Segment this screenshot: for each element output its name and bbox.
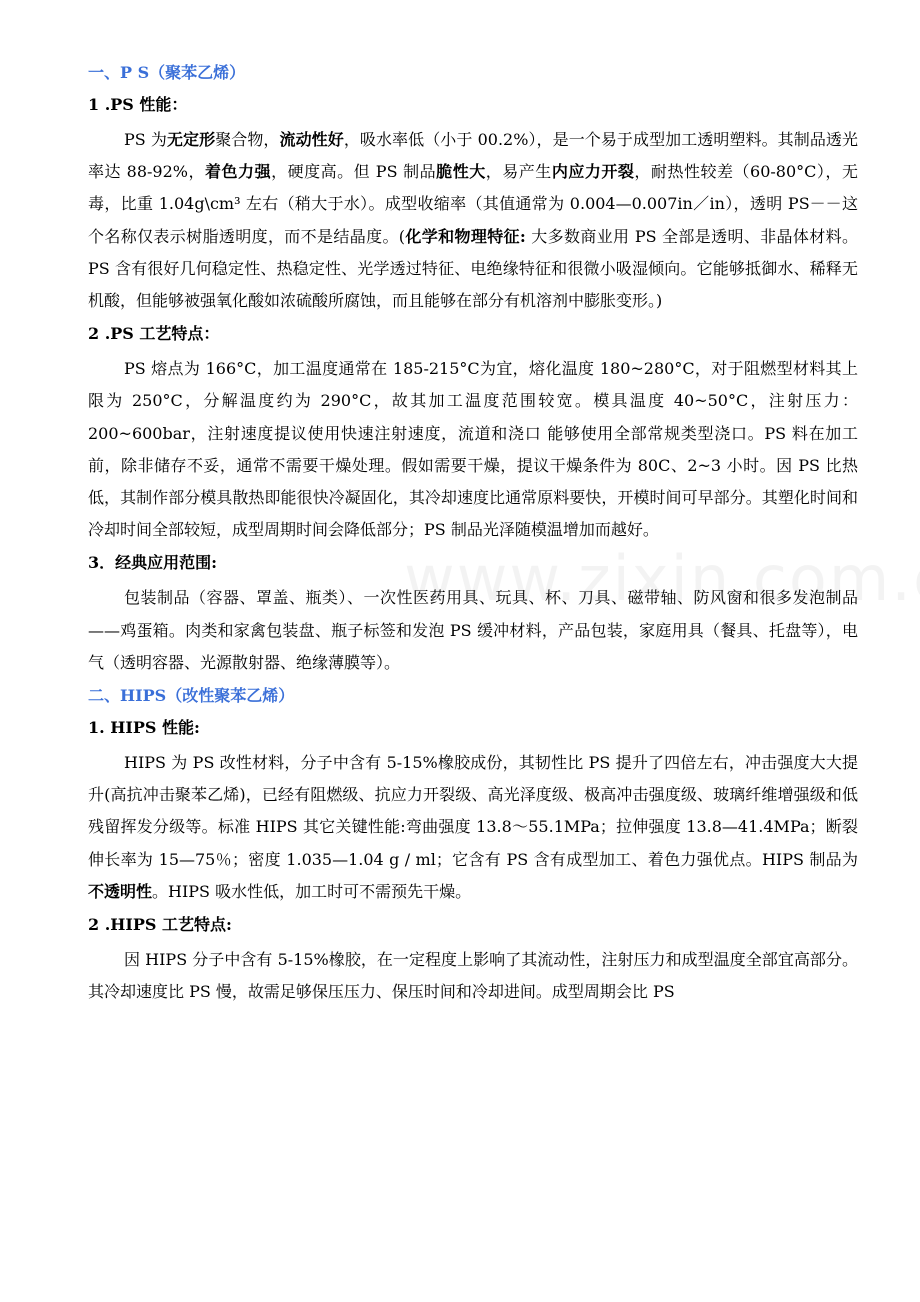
text-run: ，硬度高。但 PS 制品 [271,162,437,182]
subheading-ps-applications: 3．经典应用范围: [88,553,218,573]
paragraph-ps-process: PS 熔点为 166°C，加工温度通常在 185-215°C为宜，熔化温度 180~280°C，对于阻燃型材料其上限为 250°C，分解温度约为 290°C，故其加工温度范围较宽。模具温度 40~50°C，注射压力：200~600bar，注射速度提议使用快速注射速度，流道和浇口 能够使用全部常规类型浇口。PS 料在加工前，除非储存不妥，通常不需要干燥处理。假如需要干燥，提议干燥条件为 80C、2~3 小时。因 PS 比热低，其制作部分模具散热即能很快冷凝固化，其冷却速度比通常原料要快，开模时间可早部分。其塑化时间和冷却时间全部较短，成型周期时间会降低部分；PS 制品光泽随模温增加而越好。 [88,359,858,540]
paragraph-ps-applications: 包装制品（容器、罩盖、瓶类）、一次性医药用具、玩具、杯、刀具、磁带轴、防风窗和很多发泡制品——鸡蛋箱。肉类和家禽包装盘、瓶子标签和发泡 PS 缓冲材料，产品包装，家庭用具（餐具、托盘等），电气（透明容器、光源散射器、绝缘薄膜等）。 [88,588,858,672]
bold-run: 化学和物理特征: [405,226,526,246]
bold-run: 内应力开裂 [551,162,635,182]
text-run: HIPS 为 PS 改性材料，分子中含有 5-15%橡胶成份，其韧性比 PS 提升了四倍左右，冲击强度大大提升(高抗冲击聚苯乙烯)，已经有阻燃级、抗应力开裂级、高光泽度级、极高冲击强度级、玻璃纤维增强级和低残留挥发分级等。标准 HIPS 其它关键性能:弯曲强度 13.8～55.1MPa；拉伸强度 13.8—41.4MPa；断裂伸长率为 15—75％；密度 1.035—1.04 g / ml；它含有 PS 含有成型加工、着色力强优点。HIPS 制品为 [88,753,858,869]
bold-run: 无定形 [166,130,216,149]
text-run: 聚合物， [215,130,280,149]
subheading-ps-properties: 1 .PS 性能： [88,95,188,114]
text-run: ，易产生 [485,162,552,182]
subheading-hips-process: 2 .HIPS 工艺特点: [88,915,232,935]
paragraph-ps-properties [88,124,858,317]
text-run: ，吸水率低（小于 00.2%），是一个易于成型加工透明塑料。其制品透光率达 88-92%， [88,130,858,182]
text-run: 。HIPS 吸水性低，加工时可不需预先干燥。 [152,881,472,901]
document-page [88,56,858,1012]
paragraph-hips-properties [88,747,858,908]
bold-run: 脆性大 [436,162,486,182]
bold-run: 流动性好 [279,130,344,149]
text-run: 大多数商业用 PS 全部是透明、非晶体材料。PS 含有很好几何稳定性、热稳定性、光学透过特征、电绝缘特征和很微小吸湿倾向。它能够抵御水、稀释无机酸，但能够被强氧化酸如浓硫酸所腐蚀，而且能够在部分有机溶剂中膨胀变形。) [88,226,858,311]
text-run: PS 为 [124,130,167,149]
bold-run: 着色力强 [205,162,272,182]
bold-run: 不透明性 [88,881,153,901]
section-heading-ps: 一、P S（聚苯乙烯） [88,63,246,82]
subheading-ps-process: 2 .PS 工艺特点： [88,324,220,344]
paragraph-hips-process: 因 HIPS 分子中含有 5-15%橡胶，在一定程度上影响了其流动性，注射压力和成型温度全部宜高部分。其冷却速度比 PS 慢，故需足够保压压力、保压时间和冷却进间。成型周期会比 PS [88,950,858,1002]
section-heading-hips: 二、HIPS（改性聚苯乙烯） [88,686,295,706]
text-run: ，耐热性较差（60-80°C），无毒，比重 1.04g\cm³ 左右（稍大于水）。成型收缩率（其值通常为 0.004—0.007in／in），透明 PS－－这个名称仅表示树脂透明度，而不是结晶度。( [88,162,858,246]
subheading-hips-properties: 1. HIPS 性能: [88,718,200,738]
